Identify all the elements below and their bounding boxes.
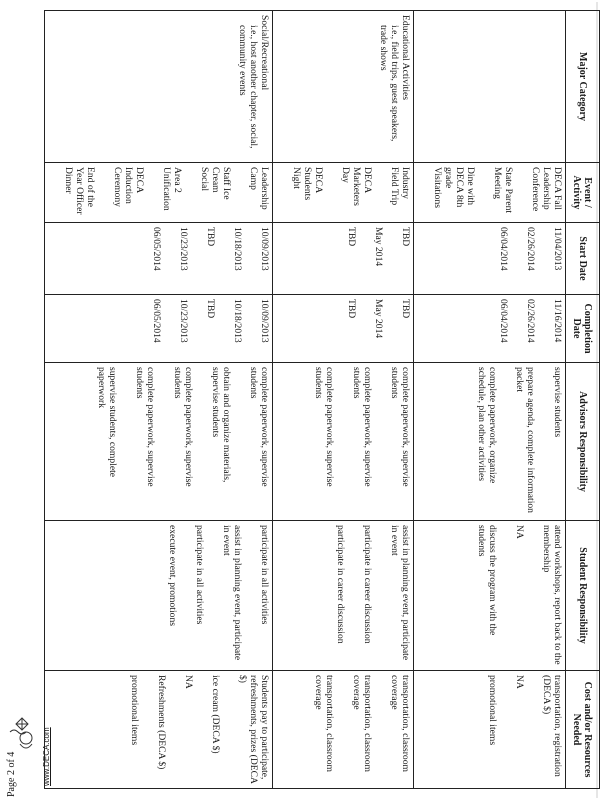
start-date: TBD [400,227,411,247]
cost-cell [45,671,273,789]
end-date: May 2014 [373,299,384,339]
event-cell [45,163,273,223]
advisor-task: supervise students, complete paperwork [96,367,118,478]
event-name: Area 2 Unification [161,167,183,211]
student-task: participate in all activities [259,525,270,625]
student-cell [45,521,273,671]
header-cost-resources: Cost and/or Resources Needed [566,671,600,789]
event-cell [273,163,414,223]
advisor-task: complete paperwork, supervise students [389,367,411,487]
cost-cell [414,671,566,789]
student-task: assist in planning event, participate in event [389,525,411,661]
end-date-cell [45,295,273,363]
start-date: May 2014 [373,227,384,267]
student-task: discuss the program with the students [476,525,498,636]
end-date: TBD [205,299,216,319]
category-subtitle: i.e., host another chapter, social, community events [237,25,259,149]
event-cell [414,163,566,223]
end-date: TBD [400,299,411,319]
header-event-activity: Event / Activity [566,163,600,223]
start-date: 10/23/2013 [178,227,189,271]
cost-cell [273,671,414,789]
advisor-task: supervise students [552,367,563,438]
start-date: 06/05/2014 [151,227,162,271]
cost-item: NA [183,675,194,689]
advisor-task: prepare agenda, complete information packet [514,367,536,513]
event-name: Industry Field Trip [389,167,411,206]
cost-item: transportation, classroom coverage [389,675,411,772]
end-date-cell [273,295,414,363]
start-date-cell [45,223,273,295]
student-cell [273,521,414,671]
student-task: NA [514,525,525,539]
table-row [45,11,273,789]
table-row [414,11,566,789]
cost-item: Refreshments (DECA $) [156,675,167,770]
end-date: 10/18/2013 [232,299,243,343]
end-date: TBD [346,299,357,319]
start-date: TBD [205,227,216,247]
event-name: DECA Fall Leadership Conference [530,167,563,212]
advisor-task: complete paperwork, supervise students [248,367,270,487]
event-name: Staff Ice Cream Social [199,167,232,200]
cost-item: transportation, classroom coverage [351,675,373,772]
header-student-responsibility: Student Responsibility [566,521,600,671]
cost-item: Students pay to participate, refreshments, prizes (DECA $) [237,675,270,784]
category-title: Educational Activities [400,15,411,100]
start-date: 10/18/2013 [232,227,243,271]
cost-item: promotional items [487,675,498,746]
end-date: 10/09/2013 [259,299,270,343]
end-date: 06/05/2014 [151,299,162,343]
advisor-task: complete paperwork, supervise students [351,367,373,487]
end-date: 02/26/2014 [525,299,536,343]
event-name: End of the Year Officer Dinner [63,167,96,215]
end-date-cell [414,295,566,363]
plan-of-work-table-container [63,10,600,788]
header-start-date: Start Date [566,223,600,295]
end-date: 11/16/2014 [552,299,563,343]
logo-website[interactable]: www.DECA.com [42,727,51,786]
start-date: 11/04/2013 [552,227,563,271]
event-name: DECA Induction Ceremony [112,167,145,207]
category-subtitle: i.e., field trips, guest speakers, trade shows [378,25,400,142]
table-row [273,11,414,789]
student-task: participate in career discussion [335,525,346,644]
student-task: participate in all activities [194,525,205,625]
event-name: DECA Students Night [291,167,324,201]
event-name: Dine with DECA 8th grade Visitations [432,167,476,208]
page-number: Page 2 of 4 [6,751,17,797]
header-advisors-responsibility: Advisors Responsibility [566,363,600,521]
advisor-task: complete paperwork, supervise students [134,367,156,487]
advisor-task: complete paperwork, organize schedule, plan other activities [476,367,498,484]
advisor-task: complete paperwork, supervise students [172,367,194,487]
start-date: TBD [346,227,357,247]
plan-of-work-table [44,10,600,789]
category-cell [414,11,566,163]
category-title: Social/Recreational [259,15,270,91]
advisor-task: complete paperwork, supervise students [313,367,335,487]
start-date: 10/09/2013 [259,227,270,271]
student-task: assist in planning event, participate in event [221,525,243,661]
end-date: 06/04/2014 [498,299,509,343]
cost-item: transportation, classroom coverage [313,675,335,772]
student-cell [414,521,566,671]
start-date-cell [273,223,414,295]
advisor-cell [414,363,566,521]
student-task: execute event, promotions [167,525,178,626]
advisor-task: obtain and organize materials, supervise students [210,367,232,483]
event-name: State Parent Meeting [492,167,514,214]
start-date: 06/04/2014 [498,227,509,271]
advisor-cell [45,363,273,521]
cost-item: NA [514,675,525,689]
student-task: participate in career discussion [362,525,373,644]
start-date-cell [414,223,566,295]
cost-item: ice cream (DECA $) [210,675,221,754]
cost-item: promotional items [129,675,140,746]
event-name: Leadership Camp [248,167,270,210]
header-completion-date: Completion Date [566,295,600,363]
cost-item: transportation, registration (DECA $) [541,675,563,777]
start-date: 02/26/2014 [525,227,536,271]
event-name: DECA Marketers Day [340,167,373,206]
student-task: attend workshops, report back to the membership [541,525,563,665]
end-date: 10/23/2013 [178,299,189,343]
advisor-cell [273,363,414,521]
header-major-category: Major Category [566,11,600,163]
category-cell [273,11,414,163]
category-cell [45,11,273,163]
